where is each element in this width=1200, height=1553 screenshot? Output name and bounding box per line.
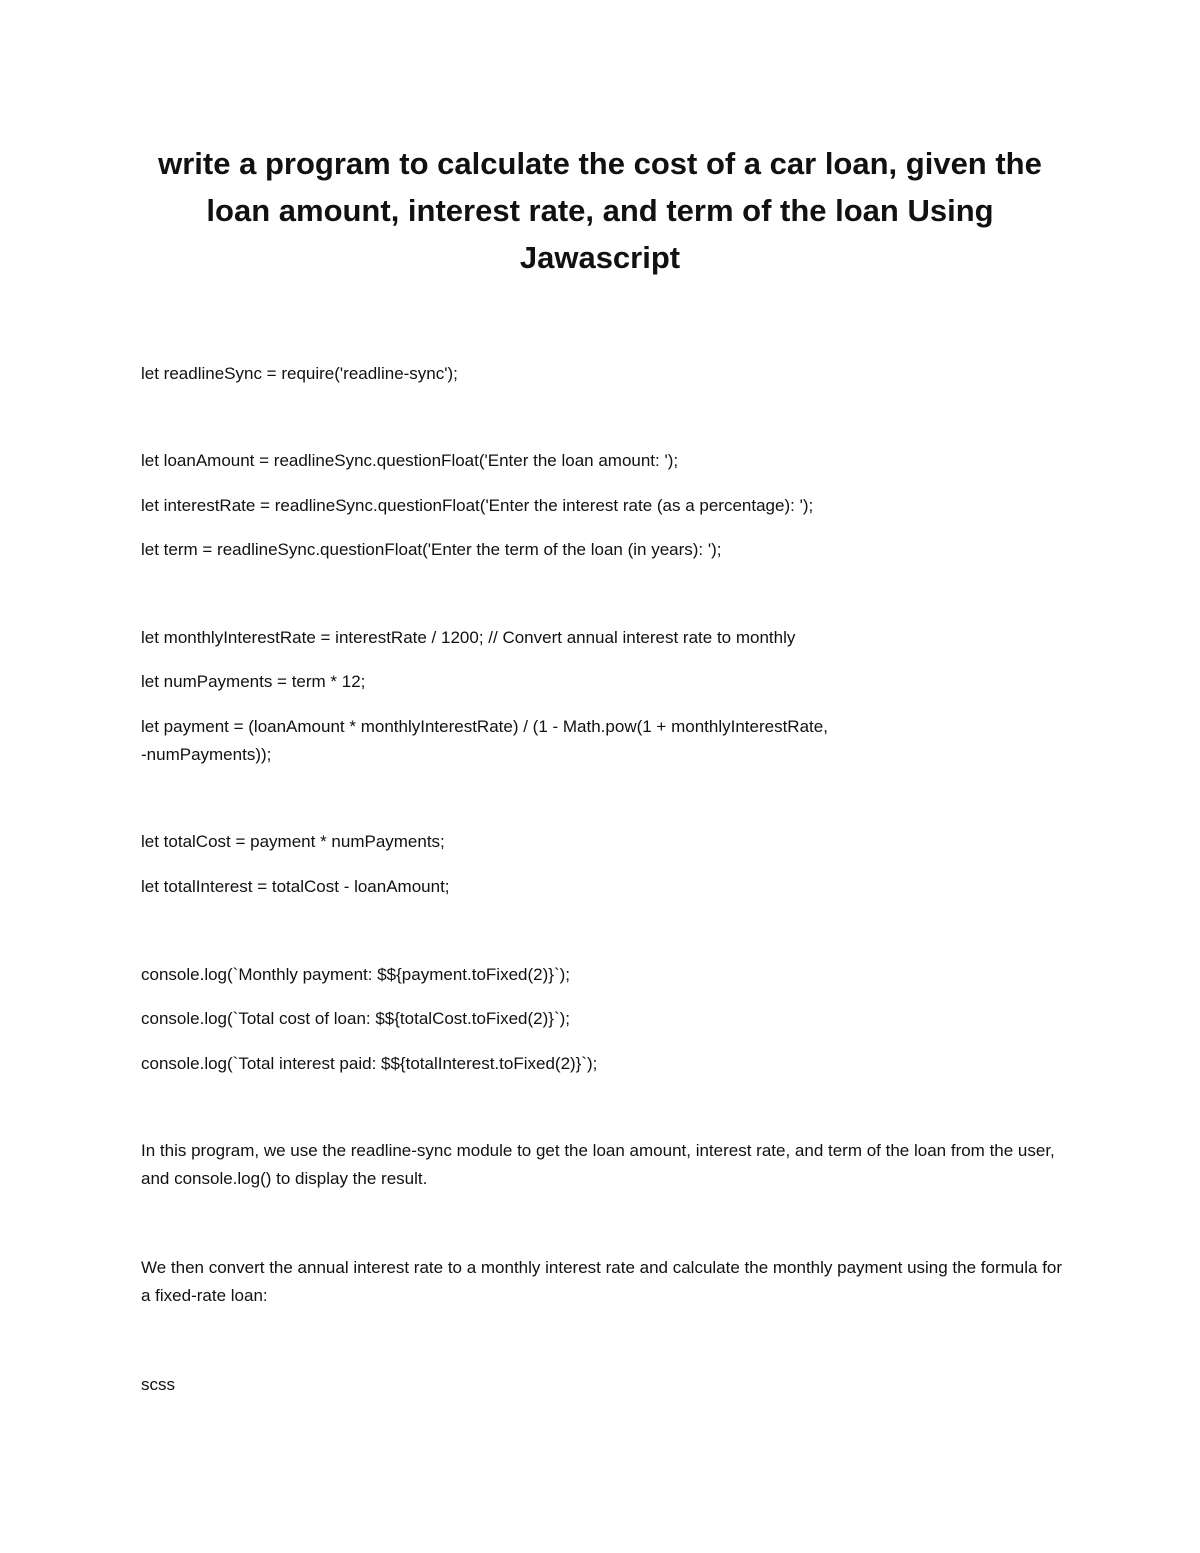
explanation-paragraph: In this program, we use the readline-sync module to get the loan amount, interest rate, and term of the loan from the user, and console.log() to display the result.	[141, 1141, 1055, 1188]
document-title: write a program to calculate the cost of a car loan, given the loan amount, interest rate, and term of the loan Using Jawascript	[158, 146, 1042, 275]
code-line: let loanAmount = readlineSync.questionFloat('Enter the loan amount: ');	[141, 451, 679, 470]
code-line: console.log(`Total interest paid: $${totalInterest.toFixed(2)}`);	[141, 1054, 598, 1073]
code-line: console.log(`Total cost of loan: $${totalCost.toFixed(2)}`);	[141, 1009, 570, 1028]
code-line: let payment = (loanAmount * monthlyInterestRate) / (1 - Math.pow(1 + monthlyInterestRate,	[141, 717, 828, 736]
code-line: let readlineSync = require('readline-sync');	[141, 364, 458, 383]
code-line: let term = readlineSync.questionFloat('Enter the term of the loan (in years): ');	[141, 540, 722, 559]
code-line: let numPayments = term * 12;	[141, 672, 366, 691]
trailing-word: scss	[141, 1375, 175, 1394]
code-line: let totalInterest = totalCost - loanAmount;	[141, 877, 450, 896]
code-line: let monthlyInterestRate = interestRate / 1200; // Convert annual interest rate to monthly	[141, 628, 796, 647]
code-line: let totalCost = payment * numPayments;	[141, 832, 445, 851]
explanation-paragraph: We then convert the annual interest rate to a monthly interest rate and calculate the monthly payment using the formula for a fixed-rate loan:	[141, 1258, 1063, 1305]
code-line: -numPayments));	[141, 745, 272, 764]
code-line: console.log(`Monthly payment: $${payment.toFixed(2)}`);	[141, 965, 570, 984]
code-line: let interestRate = readlineSync.questionFloat('Enter the interest rate (as a percentage): ');	[141, 496, 814, 515]
